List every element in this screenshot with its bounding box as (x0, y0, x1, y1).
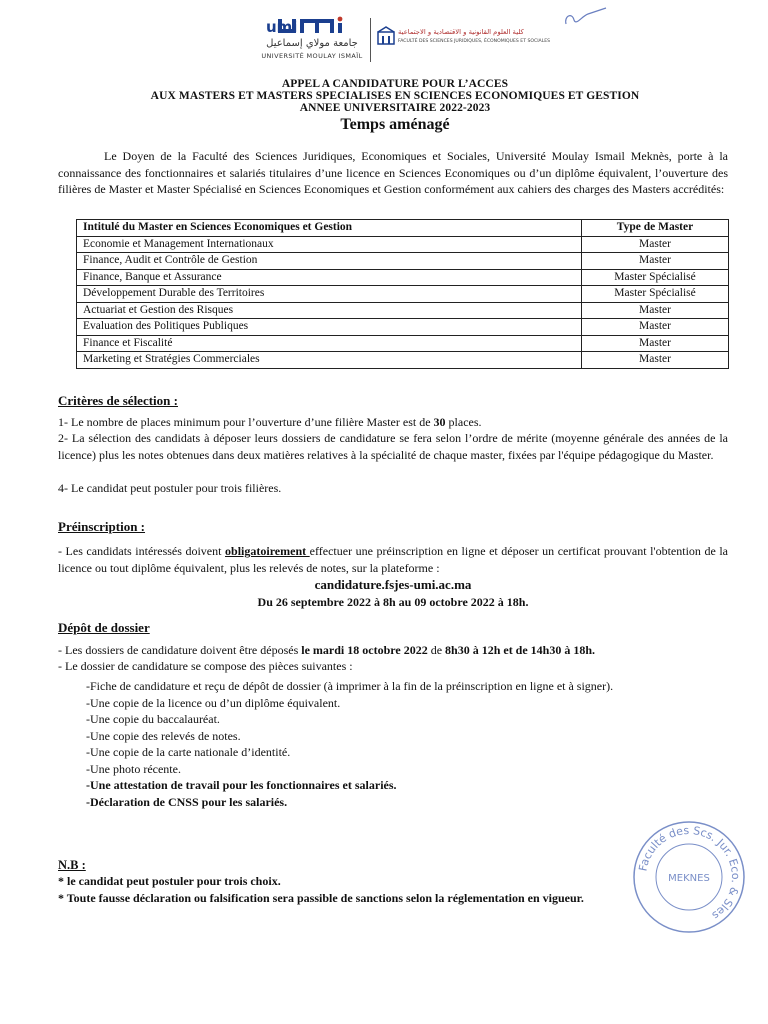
handwritten-mark-icon (560, 4, 610, 30)
official-stamp-icon (630, 818, 748, 936)
depot-line-1-text: - Les dossiers de candidature doivent être déposés (58, 643, 302, 657)
intro-paragraph: Le Doyen de la Faculté des Sciences Juridiques, Economiques et Sociales, Université Moulay Ismail Meknès, porte à la connaissance des fonctionnaires et salariés titulaires d’une licence en Sciences Economiques ou d’un diplôme équivalent, l’ouverture des filières de Master et Master Spécialisé en Sciences Economiques et Gestion conformément aux cahiers des charges des Masters accrédités: (58, 149, 728, 196)
preinscription-text-start: - Les candidats intéressés doivent (58, 544, 226, 558)
obligatoirement-emphasis: obligatoirement (225, 544, 310, 558)
faculty-emblem-icon (376, 26, 396, 46)
criteres-item-1-text: 1- Le nombre de places minimum pour l’ouverture d’une filière Master est de (58, 415, 434, 429)
depot-hours: 8h30 à 12h et de 14h30 à 18h. (445, 643, 596, 657)
master-title: Actuariat et Gestion des Risques (77, 302, 582, 319)
faculty-name-latin: FACULTÉ DES SCIENCES JURIDIQUES, ÉCONOMIQUES ET SOCIALES (398, 39, 551, 44)
nb-title: N.B : (58, 858, 86, 872)
preinscription-text (58, 543, 728, 576)
criteres-item-2: 2- La sélection des candidats à déposer leurs dossiers de candidature se fera selon l’ordre de mérite (moyenne générale des années de la licence) plus les notes obtenues dans deux matières relatives à la spécialité de chaque master, fixées par l'équipe pédagogique du Master. (58, 431, 728, 462)
criteres-title: Critères de sélection : (58, 393, 178, 408)
master-type: Master (582, 335, 729, 352)
master-type: Master Spécialisé (582, 269, 729, 286)
list-item: -Une copie des relevés de notes. (86, 728, 241, 743)
preinscription-title: Préinscription : (58, 519, 146, 534)
list-item: -Fiche de candidature et reçu de dépôt de dossier (à imprimer à la fin de la préinscription en ligne et à signer). (86, 679, 614, 693)
list-item: -Déclaration de CNSS pour les salariés. (86, 794, 288, 809)
umi-logo-mark-text: umi (266, 18, 298, 36)
stamp-inner-text: MEKNES (668, 873, 710, 884)
header-master-title: Intitulé du Master en Sciences Economiques et Gestion (77, 220, 582, 237)
master-title: Finance, Audit et Contrôle de Gestion (77, 253, 582, 270)
title-line-3: ANNEE UNIVERSITAIRE 2022-2023 (299, 102, 491, 114)
nb-list (58, 873, 678, 906)
list-item: -Une copie de la carte nationale d’identité. (86, 745, 291, 759)
table-row (77, 335, 729, 352)
list-item: -Une copie de la licence ou d’un diplôme équivalent. (86, 695, 341, 710)
criteres-item-1 (58, 414, 728, 431)
university-name-latin: UNIVERSITÉ MOULAY ISMAÏL (261, 52, 363, 60)
depot-date: le mardi 18 octobre 2022 (301, 643, 428, 657)
table-row (77, 269, 729, 286)
table-row (77, 286, 729, 303)
list-item: -Une photo récente. (86, 761, 181, 776)
master-type: Master (582, 319, 729, 336)
master-type: Master (582, 253, 729, 270)
master-type: Master (582, 302, 729, 319)
master-title: Economie et Management Internationaux (77, 236, 582, 253)
header-master-type: Type de Master (582, 220, 729, 237)
faculty-name-arabic: كلية العلوم القانونية و الاقتصادية و الاجتماعية (398, 28, 524, 36)
platform-link[interactable]: candidature.fsjes-umi.ac.ma (314, 577, 472, 592)
table-row (77, 319, 729, 336)
title-line-1: APPEL A CANDIDATURE POUR L’ACCES (281, 78, 509, 90)
table-row (77, 302, 729, 319)
university-name-arabic: جامعة مولاي إسماعيل (266, 38, 358, 49)
preinscription-text-end: effectuer une préinscription en ligne et déposer un certificat prouvant l'obtention de la licence ou tout diplôme équivalent, plus les relevés de notes, sur la plateforme : (58, 544, 728, 575)
faculty-logo (376, 24, 551, 64)
pieces-list (86, 678, 726, 810)
stamp-outer-text: Faculté des Scs. Jur. Eco. & Sles (636, 823, 743, 923)
master-title: Evaluation des Politiques Publiques (77, 319, 582, 336)
depot-line-1-mid: de (427, 643, 446, 657)
master-type: Master (582, 352, 729, 369)
criteres-item-4: 4- Le candidat peut postuler pour trois filières. (58, 481, 282, 495)
table-row (77, 236, 729, 253)
master-title: Finance, Banque et Assurance (77, 269, 582, 286)
logo-divider (370, 18, 371, 62)
master-type: Master (582, 236, 729, 253)
list-item: * Toute fausse déclaration ou falsification sera passible de sanctions selon la réglementation en vigueur. (58, 890, 584, 905)
list-item: * le candidat peut postuler pour trois choix. (58, 874, 281, 888)
umi-logo-mark-icon (264, 16, 360, 36)
list-item: -Une attestation de travail pour les fonctionnaires et salariés. (86, 778, 397, 792)
table-row (77, 352, 729, 369)
master-title: Marketing et Stratégies Commerciales (77, 352, 582, 369)
document-titles (100, 78, 690, 135)
depot-line-1 (58, 642, 728, 659)
title-line-2: AUX MASTERS ET MASTERS SPECIALISES EN SCIENCES ECONOMIQUES ET GESTION (150, 90, 640, 102)
masters-table (76, 219, 729, 369)
min-places-count: 30 (433, 415, 446, 429)
table-header-row (77, 220, 729, 237)
depot-line-2: - Le dossier de candidature se compose des pièces suivantes : (58, 659, 353, 673)
title-line-4: Temps aménagé (340, 116, 450, 133)
depot-title: Dépôt de dossier (58, 620, 150, 635)
list-item: -Une copie du baccalauréat. (86, 712, 220, 726)
master-title: Finance et Fiscalité (77, 335, 582, 352)
master-title: Développement Durable des Territoires (77, 286, 582, 303)
university-logo (256, 14, 368, 66)
table-row (77, 253, 729, 270)
preinscription-dates: Du 26 septembre 2022 à 8h au 09 octobre 2022 à 18h. (257, 595, 529, 609)
criteres-item-1-suffix: places. (445, 415, 482, 429)
master-type: Master Spécialisé (582, 286, 729, 303)
